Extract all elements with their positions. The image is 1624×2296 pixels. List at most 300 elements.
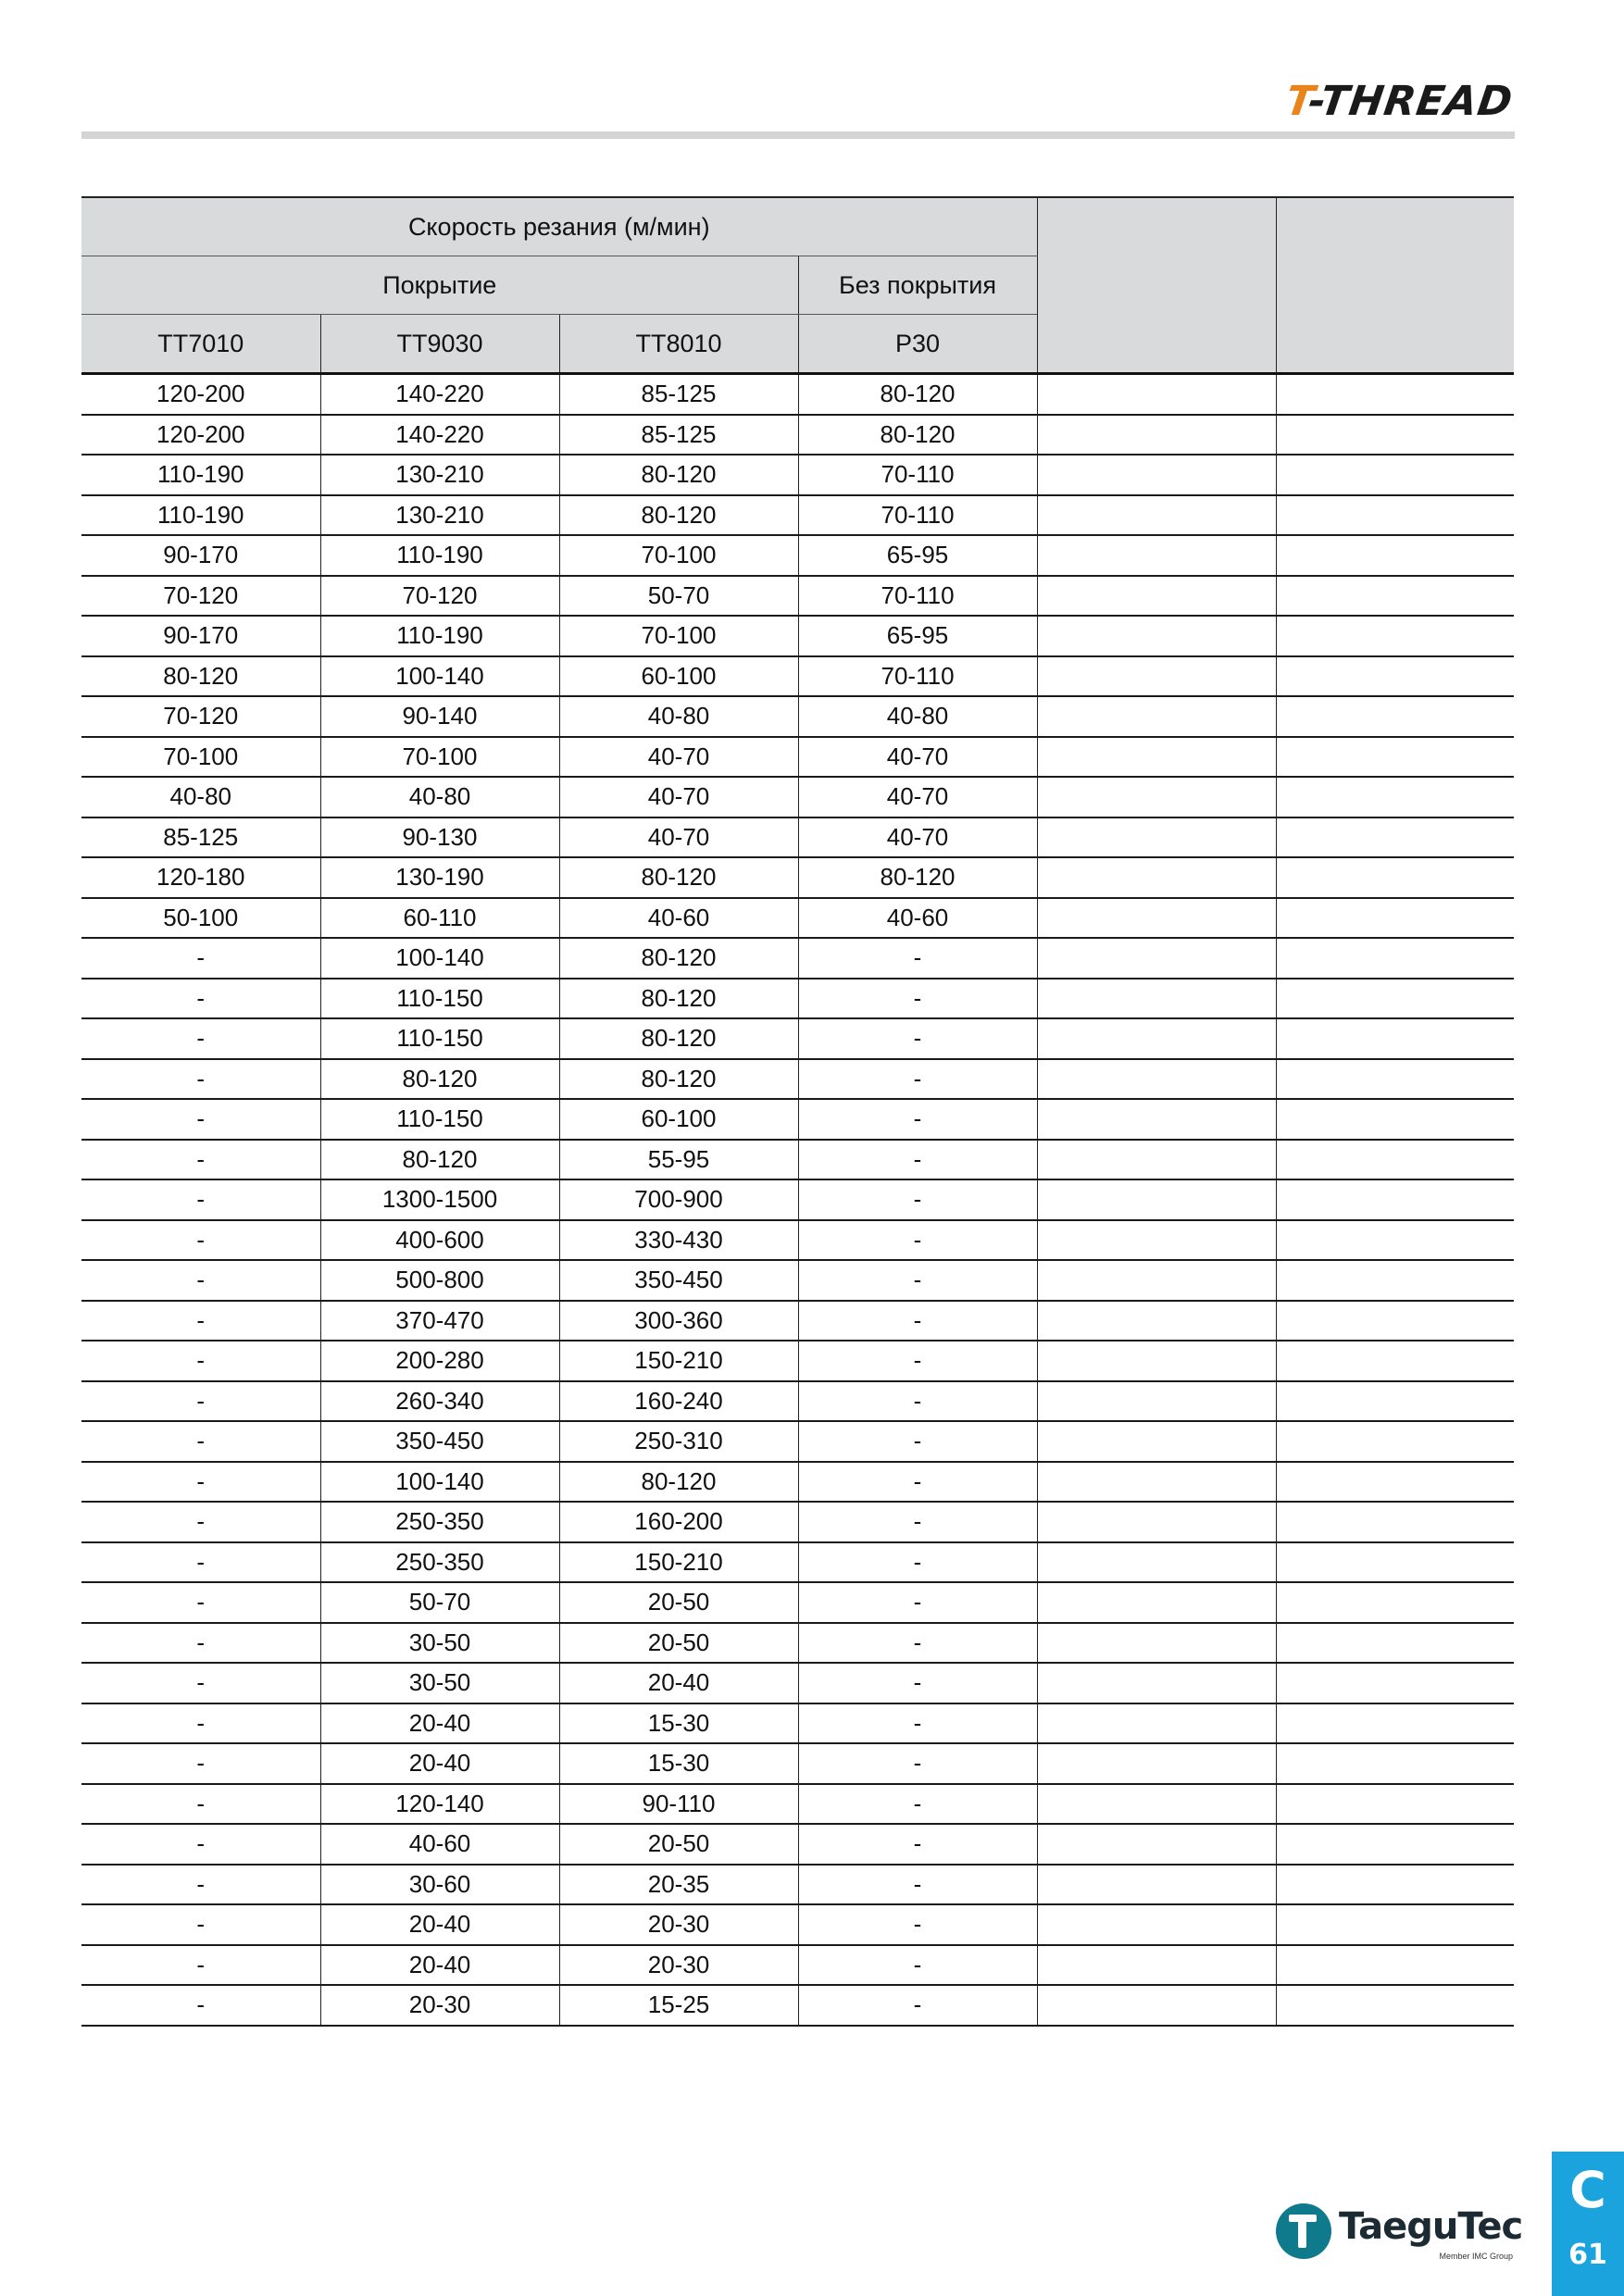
empty-cell (1276, 495, 1514, 536)
empty-cell (1037, 1703, 1276, 1744)
speed-cell: 40-80 (798, 696, 1037, 737)
table-row (81, 696, 1514, 737)
brand-title (1283, 78, 1517, 125)
speed-cell: - (81, 1985, 320, 2026)
table-row (81, 495, 1514, 536)
speed-cell: - (81, 1623, 320, 1664)
empty-cell (1276, 938, 1514, 979)
logo-text: TaeguTec (1339, 2205, 1523, 2248)
speed-cell: - (81, 1542, 320, 1583)
speed-cell: - (798, 1381, 1037, 1422)
empty-cell (1276, 1663, 1514, 1703)
speed-cell: 85-125 (559, 415, 798, 455)
speed-cell: 80-120 (798, 857, 1037, 898)
empty-cell (1037, 737, 1276, 778)
empty-cell (1276, 1904, 1514, 1945)
empty-cell (1276, 1220, 1514, 1261)
speed-cell: 80-120 (81, 656, 320, 697)
table-row (81, 455, 1514, 495)
speed-cell: - (798, 1784, 1037, 1825)
speed-cell: 80-120 (320, 1140, 559, 1180)
empty-cell (1276, 696, 1514, 737)
speed-cell: 20-40 (320, 1904, 559, 1945)
empty-cell (1276, 777, 1514, 817)
speed-cell: 160-200 (559, 1502, 798, 1542)
blank-header-cell (1037, 197, 1276, 374)
table-row (81, 576, 1514, 617)
empty-cell (1276, 1824, 1514, 1865)
speed-cell: - (81, 1663, 320, 1703)
table-row (81, 1703, 1514, 1744)
speed-cell: 300-360 (559, 1301, 798, 1341)
coated-header: Покрытие (81, 256, 798, 315)
empty-cell (1276, 1099, 1514, 1140)
speed-cell: 20-50 (559, 1824, 798, 1865)
speed-cell: - (798, 1985, 1037, 2026)
empty-cell (1276, 737, 1514, 778)
speed-cell: - (81, 1220, 320, 1261)
table-row (81, 1140, 1514, 1180)
speed-cell: - (81, 1341, 320, 1381)
empty-cell (1276, 1784, 1514, 1825)
empty-cell (1037, 1421, 1276, 1462)
empty-cell (1037, 576, 1276, 617)
empty-cell (1037, 1985, 1276, 2026)
empty-cell (1276, 1865, 1514, 1905)
table-row (81, 616, 1514, 656)
speed-cell: 330-430 (559, 1220, 798, 1261)
empty-cell (1037, 495, 1276, 536)
empty-cell (1037, 1784, 1276, 1825)
logo-subtext: Member IMC Group (1439, 2252, 1513, 2261)
uncoated-header: Без покрытия (798, 256, 1037, 315)
speed-cell: - (81, 1018, 320, 1059)
speed-cell: 110-190 (81, 495, 320, 536)
speed-cell: 20-30 (559, 1945, 798, 1986)
speed-cell: 80-120 (559, 495, 798, 536)
speed-cell: 65-95 (798, 616, 1037, 656)
speed-cell: 40-60 (798, 898, 1037, 939)
speed-cell: 350-450 (320, 1421, 559, 1462)
speed-cell: - (798, 1018, 1037, 1059)
empty-cell (1037, 1099, 1276, 1140)
speed-cell: 40-70 (559, 737, 798, 778)
speed-cell: 85-125 (81, 817, 320, 858)
empty-cell (1276, 1059, 1514, 1100)
table-row (81, 1865, 1514, 1905)
speed-cell: 110-190 (81, 455, 320, 495)
speed-cell: 120-180 (81, 857, 320, 898)
empty-cell (1037, 1462, 1276, 1503)
speed-cell: 40-80 (559, 696, 798, 737)
table-row (81, 857, 1514, 898)
table-row (81, 1542, 1514, 1583)
empty-cell (1037, 1140, 1276, 1180)
empty-cell (1037, 1824, 1276, 1865)
empty-cell (1037, 1341, 1276, 1381)
speed-cell: 260-340 (320, 1381, 559, 1422)
speed-cell: - (798, 1582, 1037, 1623)
table-row (81, 1059, 1514, 1100)
table-row (81, 1985, 1514, 2026)
speed-cell: - (798, 1260, 1037, 1301)
empty-cell (1276, 1985, 1514, 2026)
speed-cell: 80-120 (798, 374, 1037, 415)
speed-cell: - (81, 1179, 320, 1220)
speed-cell: 15-30 (559, 1743, 798, 1784)
empty-cell (1276, 1703, 1514, 1744)
speed-cell: - (798, 1301, 1037, 1341)
speed-cell: 110-190 (320, 535, 559, 576)
empty-cell (1276, 1945, 1514, 1986)
empty-cell (1276, 1542, 1514, 1583)
speed-cell: - (798, 1099, 1037, 1140)
empty-cell (1037, 656, 1276, 697)
speed-cell: 80-120 (798, 415, 1037, 455)
table-row (81, 817, 1514, 858)
empty-cell (1037, 1059, 1276, 1100)
speed-cell: 130-190 (320, 857, 559, 898)
speed-cell: 80-120 (559, 979, 798, 1019)
speed-cell: - (798, 1462, 1037, 1503)
empty-cell (1037, 1502, 1276, 1542)
empty-cell (1037, 1663, 1276, 1703)
table-header (81, 197, 1514, 374)
speed-cell: 80-120 (559, 1018, 798, 1059)
speed-cell: 20-40 (559, 1663, 798, 1703)
table-row (81, 1824, 1514, 1865)
empty-cell (1037, 979, 1276, 1019)
grade-header: TT8010 (559, 315, 798, 374)
speed-cell: 40-60 (320, 1824, 559, 1865)
empty-cell (1276, 1341, 1514, 1381)
empty-cell (1276, 1502, 1514, 1542)
speed-cell: - (81, 1784, 320, 1825)
grade-header: TT9030 (320, 315, 559, 374)
speed-cell: - (798, 1743, 1037, 1784)
empty-cell (1276, 979, 1514, 1019)
speed-cell: 110-150 (320, 1018, 559, 1059)
speed-cell: 40-70 (559, 817, 798, 858)
speed-cell: 80-120 (320, 1059, 559, 1100)
speed-cell: 1300-1500 (320, 1179, 559, 1220)
speed-cell: 85-125 (559, 374, 798, 415)
speed-cell: 90-130 (320, 817, 559, 858)
speed-cell: 150-210 (559, 1341, 798, 1381)
speed-cell: 40-80 (320, 777, 559, 817)
table-row (81, 1462, 1514, 1503)
speed-cell: 250-350 (320, 1542, 559, 1583)
grade-header: P30 (798, 315, 1037, 374)
speed-cell: - (798, 1945, 1037, 1986)
speed-cell: 65-95 (798, 535, 1037, 576)
speed-cell: 500-800 (320, 1260, 559, 1301)
speed-cell: - (798, 1542, 1037, 1583)
empty-cell (1276, 1260, 1514, 1301)
empty-cell (1276, 535, 1514, 576)
brand-title-prefix: T (1282, 78, 1313, 125)
speed-cell: - (798, 1703, 1037, 1744)
speed-cell: - (81, 1140, 320, 1180)
empty-cell (1276, 1381, 1514, 1422)
table-row (81, 938, 1514, 979)
empty-cell (1037, 455, 1276, 495)
table-row (81, 1018, 1514, 1059)
speed-cell: - (798, 1623, 1037, 1664)
table-row (81, 415, 1514, 455)
speed-cell: 140-220 (320, 374, 559, 415)
speed-cell: 20-50 (559, 1623, 798, 1664)
empty-cell (1037, 1865, 1276, 1905)
speed-cell: 70-100 (320, 737, 559, 778)
speed-cell: - (81, 1421, 320, 1462)
speed-cell: 55-95 (559, 1140, 798, 1180)
speed-cell: 110-150 (320, 979, 559, 1019)
speed-cell: 70-110 (798, 495, 1037, 536)
speed-cell: 40-70 (798, 737, 1037, 778)
speed-cell: 100-140 (320, 656, 559, 697)
speed-cell: 350-450 (559, 1260, 798, 1301)
speed-cell: 160-240 (559, 1381, 798, 1422)
speed-cell: 90-170 (81, 535, 320, 576)
speed-cell: 40-70 (559, 777, 798, 817)
speed-cell: 20-40 (320, 1945, 559, 1986)
section-letter: C (1569, 2161, 1606, 2219)
speed-cell: - (798, 1824, 1037, 1865)
table-row (81, 1220, 1514, 1261)
blank-header-cell (1276, 197, 1514, 374)
speed-cell: 30-60 (320, 1865, 559, 1905)
empty-cell (1276, 1018, 1514, 1059)
grade-header: TT7010 (81, 315, 320, 374)
speed-cell: 370-470 (320, 1301, 559, 1341)
cutting-speed-table (81, 196, 1514, 2027)
speed-cell: 100-140 (320, 1462, 559, 1503)
empty-cell (1037, 1582, 1276, 1623)
logo-mark-icon (1276, 2203, 1331, 2259)
speed-cell: 120-140 (320, 1784, 559, 1825)
speed-cell: 70-100 (559, 616, 798, 656)
speed-cell: 400-600 (320, 1220, 559, 1261)
table-body (81, 374, 1514, 2026)
empty-cell (1037, 1743, 1276, 1784)
table-row (81, 1179, 1514, 1220)
table-row (81, 535, 1514, 576)
table-row (81, 1663, 1514, 1703)
speed-cell: 60-110 (320, 898, 559, 939)
empty-cell (1037, 857, 1276, 898)
empty-cell (1276, 415, 1514, 455)
empty-cell (1276, 1582, 1514, 1623)
empty-cell (1276, 1462, 1514, 1503)
speed-cell: - (798, 1220, 1037, 1261)
speed-cell: 20-50 (559, 1582, 798, 1623)
speed-cell: - (798, 1179, 1037, 1220)
empty-cell (1276, 1623, 1514, 1664)
speed-cell: - (81, 1301, 320, 1341)
speed-cell: 60-100 (559, 656, 798, 697)
empty-cell (1276, 1140, 1514, 1180)
table-row (81, 898, 1514, 939)
speed-cell: 80-120 (559, 857, 798, 898)
cutting-speed-header: Скорость резания (м/мин) (81, 197, 1037, 256)
speed-cell: 150-210 (559, 1542, 798, 1583)
table-row (81, 1623, 1514, 1664)
empty-cell (1276, 1743, 1514, 1784)
speed-cell: - (81, 1502, 320, 1542)
speed-cell: 70-110 (798, 576, 1037, 617)
table-row (81, 1502, 1514, 1542)
speed-cell: - (798, 1502, 1037, 1542)
page-number: 61 (1568, 2239, 1607, 2271)
speed-cell: - (798, 1904, 1037, 1945)
empty-cell (1276, 817, 1514, 858)
empty-cell (1037, 616, 1276, 656)
empty-cell (1037, 1381, 1276, 1422)
empty-cell (1037, 696, 1276, 737)
speed-cell: 130-210 (320, 495, 559, 536)
speed-cell: 20-30 (559, 1904, 798, 1945)
speed-cell: - (81, 938, 320, 979)
empty-cell (1276, 1179, 1514, 1220)
speed-cell: 80-120 (559, 1462, 798, 1503)
empty-cell (1037, 415, 1276, 455)
speed-cell: 70-120 (81, 576, 320, 617)
speed-cell: - (81, 1582, 320, 1623)
speed-cell: 90-110 (559, 1784, 798, 1825)
speed-cell: 20-35 (559, 1865, 798, 1905)
table-row (81, 1099, 1514, 1140)
speed-cell: 90-140 (320, 696, 559, 737)
table-row (81, 979, 1514, 1019)
speed-cell: - (81, 1703, 320, 1744)
speed-cell: - (798, 1341, 1037, 1381)
empty-cell (1276, 576, 1514, 617)
speed-cell: - (81, 1381, 320, 1422)
speed-cell: - (798, 938, 1037, 979)
table-row (81, 1743, 1514, 1784)
empty-cell (1037, 1301, 1276, 1341)
speed-cell: - (81, 1904, 320, 1945)
empty-cell (1037, 777, 1276, 817)
empty-cell (1276, 656, 1514, 697)
speed-cell: 70-110 (798, 455, 1037, 495)
speed-cell: 20-40 (320, 1743, 559, 1784)
speed-cell: - (81, 1099, 320, 1140)
speed-cell: - (81, 1260, 320, 1301)
table-row (81, 1784, 1514, 1825)
speed-cell: 20-30 (320, 1985, 559, 2026)
speed-cell: 70-110 (798, 656, 1037, 697)
speed-cell: 50-100 (81, 898, 320, 939)
table-row (81, 1945, 1514, 1986)
speed-cell: - (81, 1462, 320, 1503)
table-row (81, 656, 1514, 697)
speed-cell: 250-310 (559, 1421, 798, 1462)
speed-cell: - (81, 979, 320, 1019)
table-row (81, 374, 1514, 415)
speed-cell: 70-120 (81, 696, 320, 737)
speed-cell: - (798, 979, 1037, 1019)
speed-cell: 120-200 (81, 415, 320, 455)
speed-cell: 130-210 (320, 455, 559, 495)
speed-cell: 30-50 (320, 1663, 559, 1703)
empty-cell (1037, 1904, 1276, 1945)
table-row (81, 1381, 1514, 1422)
empty-cell (1276, 374, 1514, 415)
speed-cell: - (798, 1140, 1037, 1180)
speed-cell: 50-70 (320, 1582, 559, 1623)
speed-cell: 80-120 (559, 938, 798, 979)
speed-cell: 80-120 (559, 455, 798, 495)
empty-cell (1037, 1179, 1276, 1220)
speed-cell: 250-350 (320, 1502, 559, 1542)
taegutec-logo (1276, 2203, 1523, 2268)
speed-cell: - (81, 1743, 320, 1784)
empty-cell (1276, 1421, 1514, 1462)
speed-cell: - (81, 1945, 320, 1986)
empty-cell (1037, 1260, 1276, 1301)
table-row (81, 1904, 1514, 1945)
empty-cell (1276, 1301, 1514, 1341)
speed-cell: 30-50 (320, 1623, 559, 1664)
speed-cell: 110-150 (320, 1099, 559, 1140)
speed-cell: 50-70 (559, 576, 798, 617)
speed-cell: 700-900 (559, 1179, 798, 1220)
speed-cell: 70-100 (559, 535, 798, 576)
table-row (81, 1341, 1514, 1381)
speed-cell: 200-280 (320, 1341, 559, 1381)
empty-cell (1037, 535, 1276, 576)
empty-cell (1037, 1623, 1276, 1664)
speed-cell: - (798, 1421, 1037, 1462)
speed-cell: 80-120 (559, 1059, 798, 1100)
empty-cell (1276, 616, 1514, 656)
speed-cell: 40-70 (798, 817, 1037, 858)
empty-cell (1037, 1220, 1276, 1261)
speed-cell: 120-200 (81, 374, 320, 415)
speed-cell: 90-170 (81, 616, 320, 656)
speed-cell: 70-100 (81, 737, 320, 778)
speed-cell: - (798, 1865, 1037, 1905)
brand-title-rest: -THREAD (1305, 78, 1517, 125)
table-row (81, 777, 1514, 817)
empty-cell (1037, 938, 1276, 979)
section-tab (1552, 2152, 1624, 2296)
empty-cell (1276, 898, 1514, 939)
speed-cell: 20-40 (320, 1703, 559, 1744)
empty-cell (1037, 898, 1276, 939)
speed-cell: 70-120 (320, 576, 559, 617)
speed-cell: 40-80 (81, 777, 320, 817)
table-row (81, 1582, 1514, 1623)
empty-cell (1037, 817, 1276, 858)
empty-cell (1037, 374, 1276, 415)
speed-cell: - (81, 1824, 320, 1865)
speed-cell: 60-100 (559, 1099, 798, 1140)
header-divider (81, 131, 1515, 139)
speed-cell: - (798, 1059, 1037, 1100)
empty-cell (1037, 1945, 1276, 1986)
table-row (81, 1260, 1514, 1301)
empty-cell (1276, 857, 1514, 898)
speed-cell: 110-190 (320, 616, 559, 656)
table-row (81, 737, 1514, 778)
speed-cell: 100-140 (320, 938, 559, 979)
empty-cell (1037, 1018, 1276, 1059)
speed-cell: 40-70 (798, 777, 1037, 817)
table-row (81, 1421, 1514, 1462)
